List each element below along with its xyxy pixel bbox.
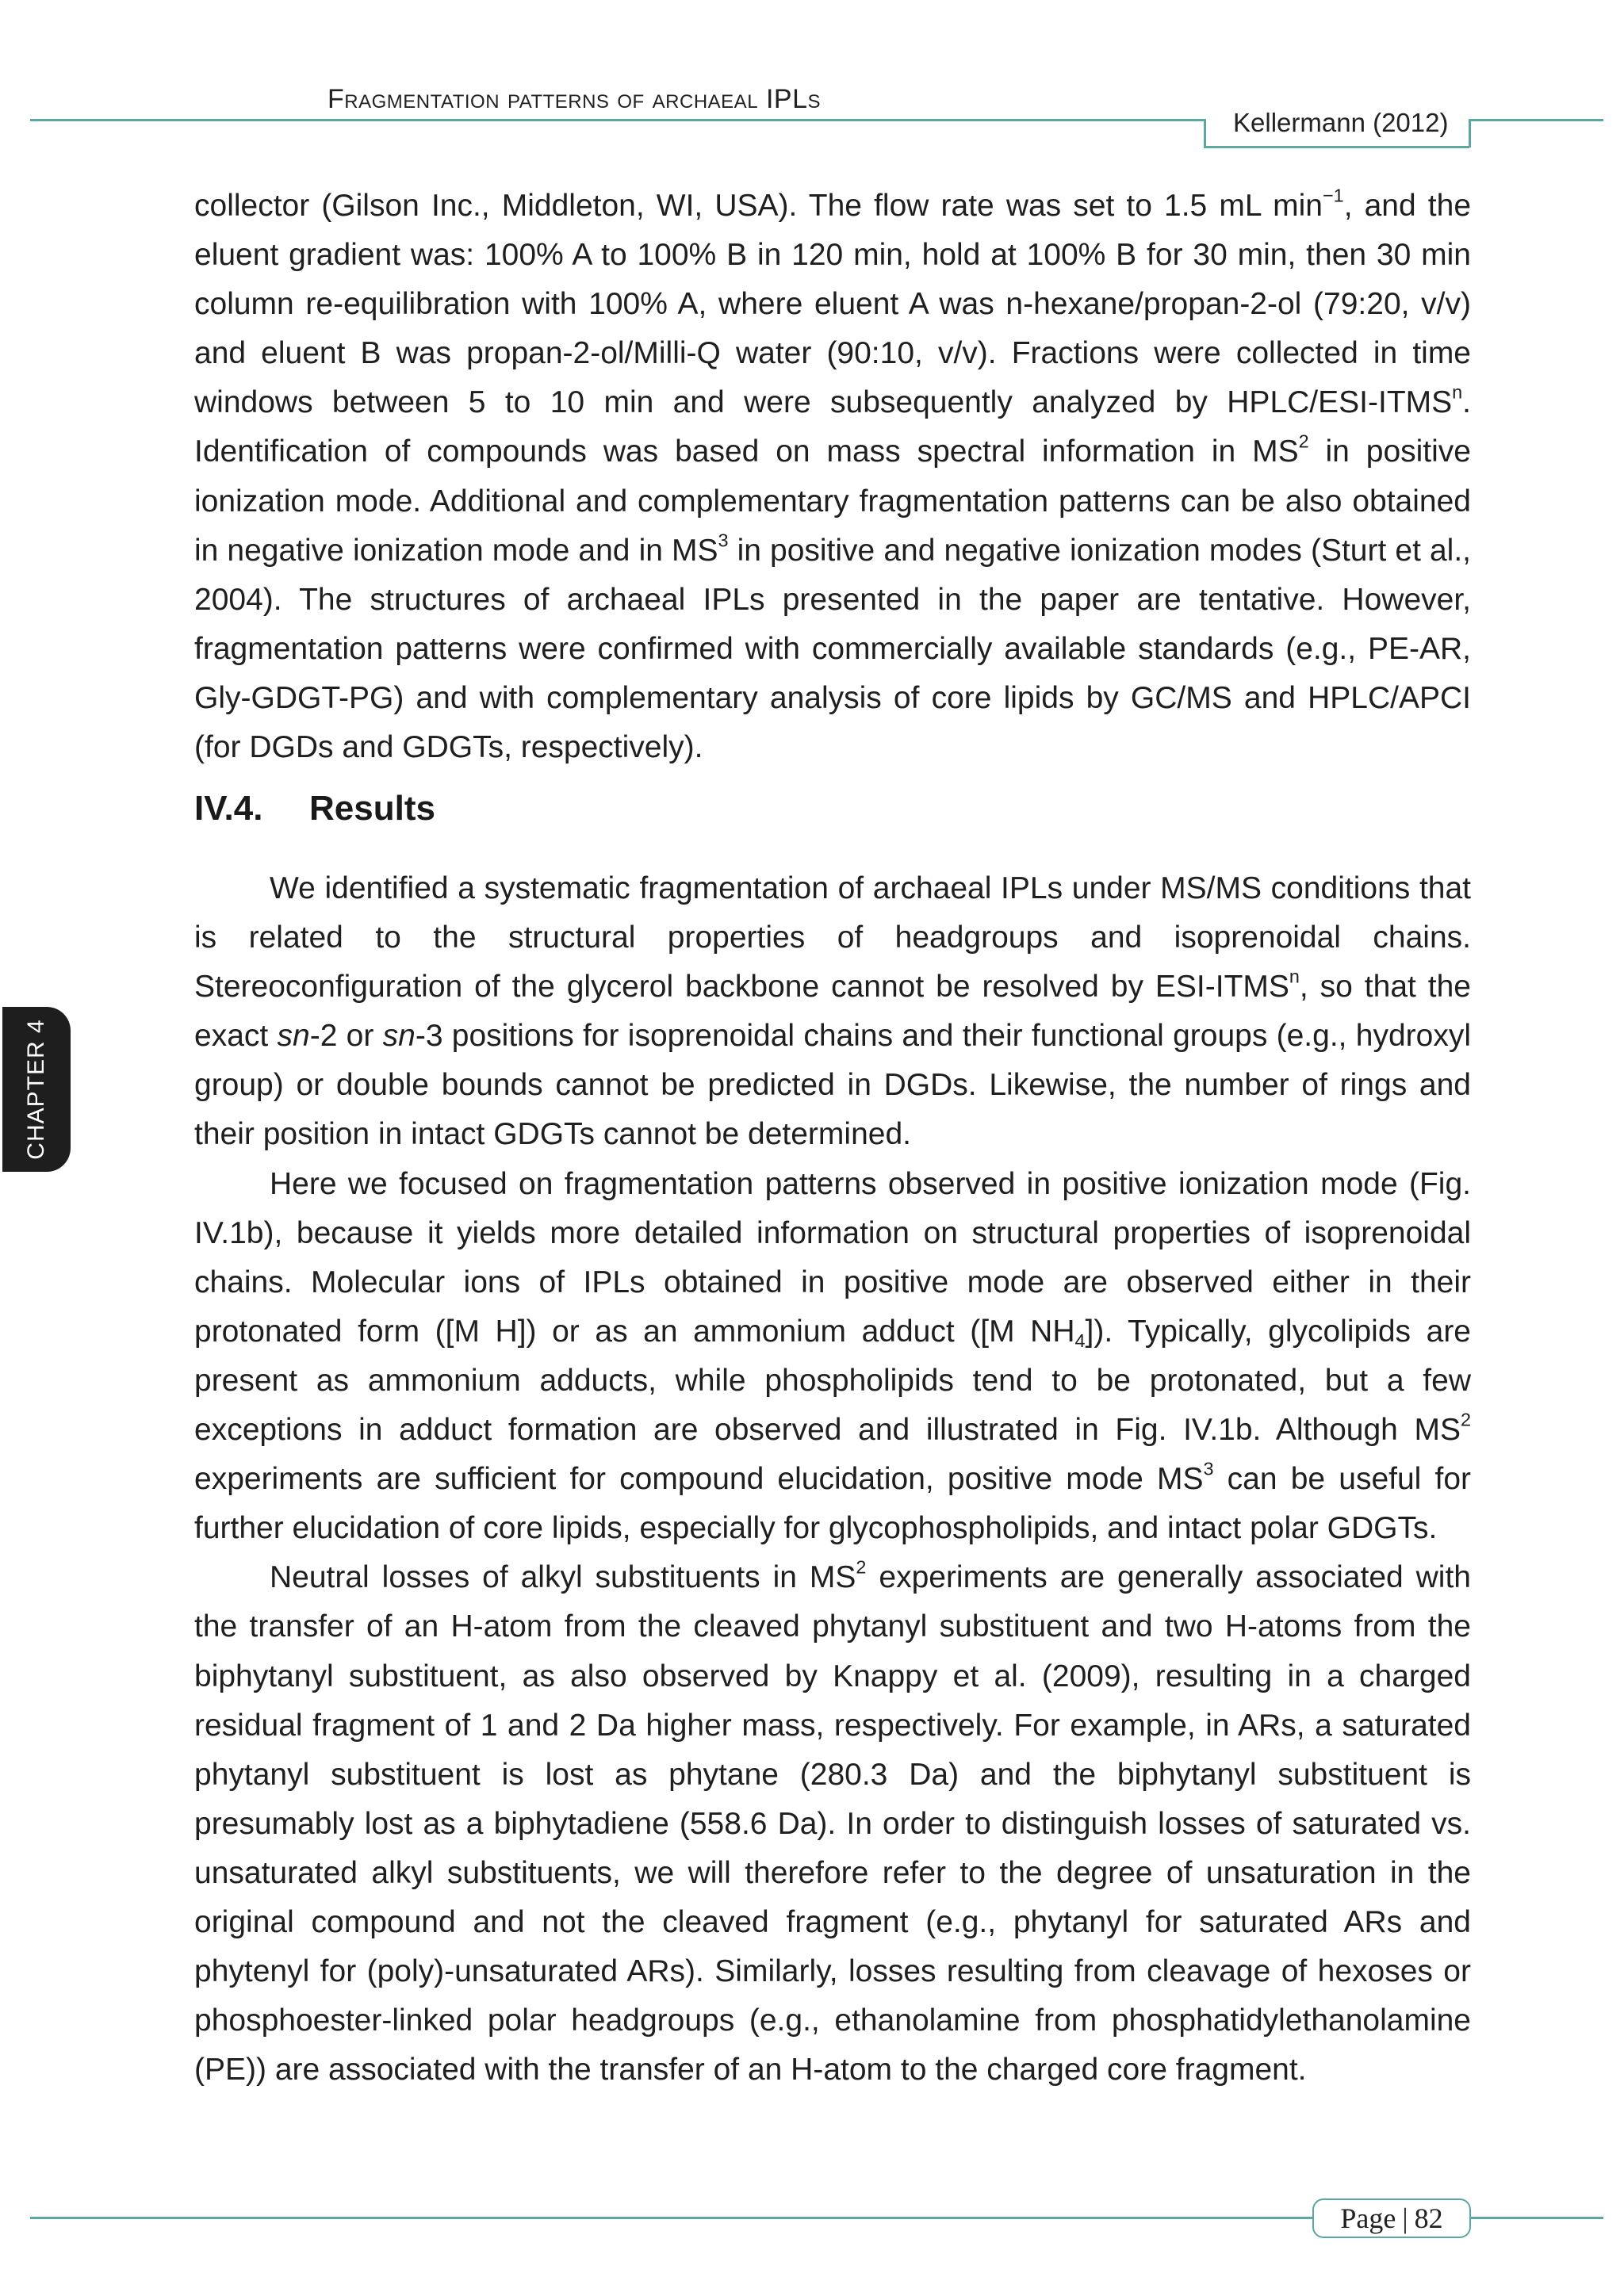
text-run: -3 positions for isoprenoidal chains and their functional groups (e.g., hydroxyl group) or double bounds cannot be predicted in DGDs. Likewise, the number of rings and their position in intact GDGTs cannot be determined. xyxy=(194,1019,1471,1152)
text-run: Neutral losses of alkyl substituents in MS xyxy=(270,1560,856,1595)
page-number: 82 xyxy=(1414,2202,1443,2234)
text-run: Here we focused on fragmentation patterns observed in positive ionization mode (Fig. IV.1b), because it yields more detailed information on structural properties of isoprenoidal chains. Molecular ions of IPLs obtained in positive mode are observed either in their protonated form ([M H]) or as an ammonium adduct ([M NH xyxy=(194,1166,1471,1349)
text-run: ]). Typically, glycolipids are present as ammonium adducts, while phospholipids tend to be protonated, but a few exceptions in adduct formation are observed and illustrated in Fig. IV.1b. Although MS xyxy=(194,1314,1471,1448)
text-run: , and the eluent gradient was: 100% A to 100% B in 120 min, hold at 100% B for 30 min, then 30 min column re-equilibration with 100% A, where eluent A was n-hexane/propan-2-ol (79:20, v/v) and eluent B was propan-2-ol/Milli-Q water (90:10, v/v). Fractions were collected in time windows between 5 to 10 min and were subsequently analyzed by HPLC/ESI-ITMS xyxy=(194,189,1472,420)
footer-rule-left xyxy=(30,2217,1312,2219)
superscript: 2 xyxy=(1460,1409,1471,1430)
superscript: n xyxy=(1289,966,1300,987)
text-run: collector (Gilson Inc., Middleton, WI, USA). The flow rate was set to 1.5 mL min xyxy=(194,189,1323,223)
section-title: Results xyxy=(309,789,435,828)
chapter-side-tab xyxy=(2,1007,71,1172)
text-run: experiments are generally associated with the transfer of an H-atom from the cleaved phytanyl substituent and two H-atoms from the biphytanyl substituent, as also observed by Knappy et al. (2009), resulting in a charged residual fragment of 1 and 2 Da higher mass, respectively. For example, in ARs, a saturated phytanyl substituent is lost as phytane (280.3 Da) and the biphytanyl substituent is presumably lost as a biphytadiene (558.6 Da). In order to distinguish losses of saturated vs. unsaturated alkyl substituents, we will therefore refer to the degree of unsaturation in the original compound and not the cleaved fragment (e.g., phytanyl for saturated ARs and phytenyl for (poly)-unsaturated ARs). Similarly, losses resulting from cleavage of hexoses or phosphoester-linked polar headgroups (e.g., ethanolamine from phosphatidylethanolamine (PE)) are associated with the transfer of an H-atom to the charged core fragment. xyxy=(194,1560,1471,2087)
header-rule-right xyxy=(1469,119,1603,121)
text-run: in positive and negative ionization modes (Sturt et al., 2004). The structures of archaeal IPLs presented in the paper are tentative. However, fragmentation patterns were confirmed with commercially available standards (e.g., PE-AR, Gly-GDGT-PG) and with complementary analysis of core lipids by GC/MS and HPLC/APCI (for DGDs and GDGTs, respectively). xyxy=(194,533,1471,765)
section-number: IV.4. xyxy=(194,789,263,828)
subscript: 4 xyxy=(1074,1330,1086,1351)
superscript: 2 xyxy=(1298,430,1309,452)
paragraph-results-1 xyxy=(194,864,1471,1160)
header-rule-step-right xyxy=(1469,119,1471,147)
superscript: n xyxy=(1452,381,1463,403)
page-label: Page xyxy=(1340,2202,1396,2234)
text-run: We identified a systematic fragmentation of archaeal IPLs under MS/MS conditions that is related to the structural properties of headgroups and isoprenoidal chains. Stereoconfiguration of the glycerol backbone cannot be resolved by ESI-ITMS xyxy=(194,871,1471,1004)
header-rule-step-bottom xyxy=(1204,146,1469,148)
page-separator: | xyxy=(1402,2202,1408,2234)
running-header-author: Kellermann (2012) xyxy=(1233,108,1449,137)
chapter-tab-label: CHAPTER 4 xyxy=(23,1019,49,1160)
header-rule-step-left xyxy=(1204,119,1206,147)
paragraph-text xyxy=(194,182,1471,772)
paragraph-results-2 xyxy=(194,1160,1471,1554)
paragraph-results-3 xyxy=(194,1553,1471,2095)
results-body xyxy=(194,864,1471,2095)
superscript: −1 xyxy=(1323,185,1344,206)
text-run: -2 or xyxy=(309,1019,383,1054)
text-run: experiments are sufficient for compound elucidation, positive mode MS xyxy=(194,1462,1204,1497)
running-header-text: Fragmentation patterns of archaeal IPLs xyxy=(327,84,822,114)
italic-term: sn xyxy=(277,1019,310,1054)
superscript: 3 xyxy=(1203,1458,1214,1479)
superscript: 3 xyxy=(718,530,729,551)
text-run: can be useful for further elucidation of core lipids, especially for glycophospholipids, and intact polar GDGTs. xyxy=(194,1462,1471,1546)
page-number-box xyxy=(1312,2198,1471,2238)
running-header-title xyxy=(327,84,821,115)
italic-term: sn xyxy=(382,1019,416,1054)
text-run: , so that the exact xyxy=(194,970,1471,1054)
paragraph-methods-continued xyxy=(194,182,1471,772)
section-heading xyxy=(194,789,435,828)
text-run: in positive ionization mode. Additional and complementary fragmentation patterns can be also obtained in negative ionization mode and in MS xyxy=(194,434,1471,568)
text-run: . Identification of compounds was based on mass spectral information in MS xyxy=(194,385,1471,469)
superscript: 2 xyxy=(856,1556,867,1578)
footer-rule-right xyxy=(1471,2217,1603,2219)
header-rule-left xyxy=(30,119,1204,121)
